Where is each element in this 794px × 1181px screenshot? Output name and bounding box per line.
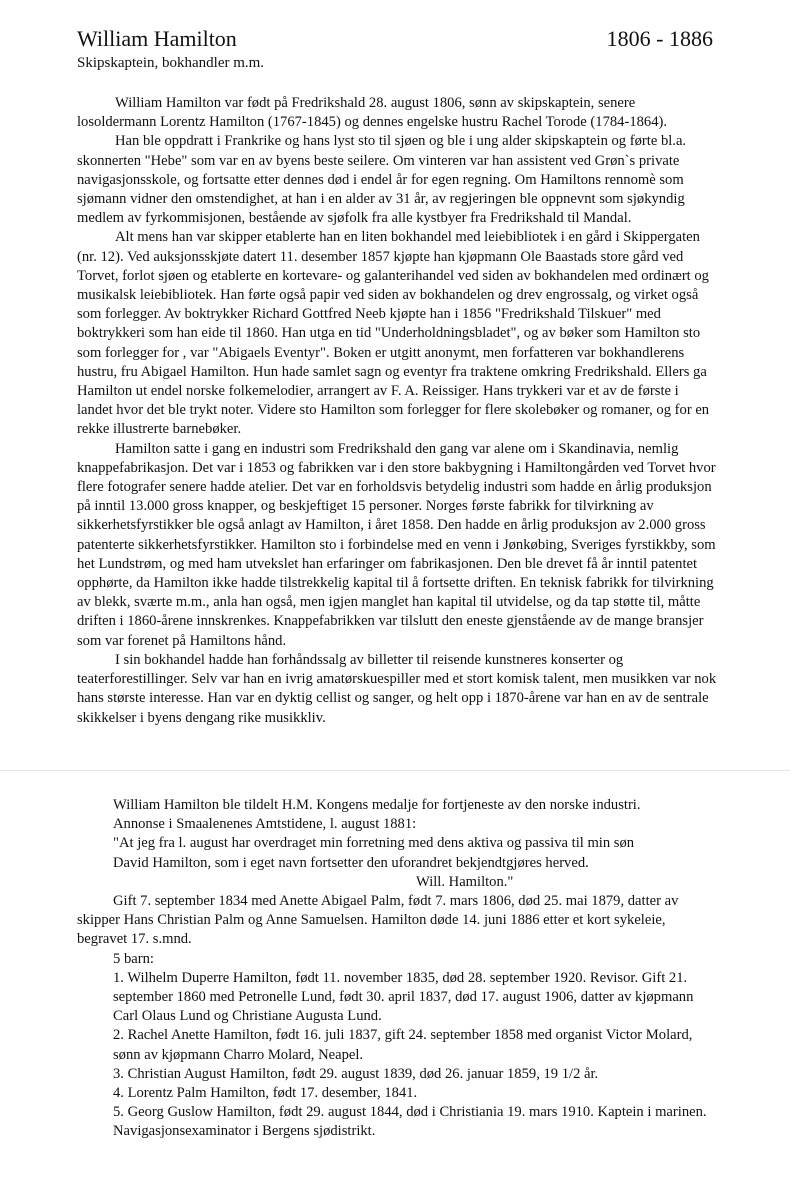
quote-line-2: David Hamilton, som i eget navn fortsetter den uforandret bekjendtgjøres herved.	[113, 854, 589, 871]
header	[77, 26, 713, 56]
medal-line: William Hamilton ble tildelt H.M. Kongens medalje for fortjeneste av den norske industri.	[113, 797, 641, 813]
quote-signature: Will. Hamilton."	[416, 873, 514, 890]
paragraph-birth: William Hamilton var født på Fredrikshald 28. august 1806, sønn av skipskaptein, senere losoldermann Lorentz Hamilton (1767-1845) og dennes engelske hustru Rachel Torode (1784-1864).	[77, 95, 668, 131]
quote-line-1: "At jeg fra l. august har overdraget min forretning med dens aktiva og passiva til min søn	[113, 835, 635, 852]
child-entry: 2. Rachel Anette Hamilton, født 16. juli 1837, gift 24. september 1858 med organist Victor Molard, sønn av kjøpmann Charro Molard, Neapel.	[113, 1027, 693, 1063]
child-entry: 3. Christian August Hamilton, født 29. august 1839, død 26. januar 1859, 19 1/2 år.	[113, 1065, 599, 1082]
paragraph-seafaring: Han ble oppdratt i Frankrike og hans lyst sto til sjøen og ble i ung alder skipskaptein og førte bl.a. skonnerten "Hebe" som var en av byens beste seilere. Om vinteren var han assistent ved Grøn`s private navigasjonsskole, og fortsatte etter dennes død i endel år for egen regning. Om Hamiltons rennomè som sjømann vidner den omstendighet, at han i en alder av 31 år, av regjeringen ble oppnevnt som sjøkyndig medlem av fyrkommisjonen, bestående av sjøfolk fra alle kystbyer fra Fredrikshald til Mandal.	[77, 133, 687, 227]
child-entry: 5. Georg Guslow Hamilton, født 29. august 1844, død i Christiania 19. mars 1910. Kaptein i marinen. Navigasjonsexaminator i Bergens sjødistrikt.	[113, 1104, 707, 1140]
person-name: William Hamilton	[77, 26, 237, 51]
biography-tail	[77, 796, 717, 1142]
paragraph-industry: Hamilton satte i gang en industri som Fredrikshald den gang var alene om i Skandinavia, nemlig knappefabrikasjon. Det var i 1853 og fabrikken var i den store bakbygning i Hamiltongården ved Torvet hvor flere fotografer senere hadde atelier. Det var en forholdsvis betydelig industri som hadde en årlig produksjon på inntil 13.000 gross knapper, og beskjeftiget 15 personer. Norges første fabrikk for tilvirkning av sikkerhetsfyrstikker ble også anlagt av Hamilton, i året 1858. Den hadde en årlig produksjon av 2.000 gross patenterte sikkerhetsfyrstikker. Hamilton sto i forbindelse med en venn i Jønkøbing, Sveriges fyrstikkby, som het Lundstrøm, og med ham utvekslet han erfaringer om fabrikasjonen. Den ble drevet få år inntil patentet opphørte, da Hamilton ikke hadde tilstrekkelig kapital til å fortsette driften. En teknisk fabrikk for tilvirkning av blekk, sværte m.m., anla han også, men igjen manglet han kapital til utvidelse, og da tap støtte til, måtte driften i 1860-årene innskrenkes. Knappefabrikken var tilslutt den eneste gjenstående av de mange bransjer som var forenet på Hamiltons hånd.	[77, 440, 716, 649]
marriage-paragraph: Gift 7. september 1834 med Anette Abigael Palm, født 7. mars 1806, død 25. mai 1879, datter av skipper Hans Christian Palm og Anne Samuelsen. Hamilton døde 14. juni 1886 etter et kort sykeleie, begravet 17. s.mnd.	[77, 893, 679, 948]
paragraph-music: I sin bokhandel hadde han forhåndssalg av billetter til reisende kunstneres konserter og teaterforestillinger. Selv var han en ivrig amatørskuespiller med et stort komisk talent, men musikken var nok hans største interesse. Han var en dyktig cellist og sanger, og helt opp i 1870-årene var han en av de sentrale skikkelser i byens dengang rike musikkliv.	[77, 651, 717, 726]
child-entry: 1. Wilhelm Duperre Hamilton, født 11. november 1835, død 28. september 1920. Revisor. Gift 21. september 1860 med Petronelle Lund, født 30. april 1837, død 17. august 1906, datter av kjøpmann Carl Olaus Lund og Christiane Augusta Lund.	[113, 969, 694, 1025]
children-count: 5 barn:	[113, 950, 154, 967]
paragraph-bookshop: Alt mens han var skipper etablerte han en liten bokhandel med leiebibliotek i en gård i Skippergaten (nr. 12). Ved auksjonsskjøte datert 11. desember 1857 kjøpte han kjøpmann Ole Baastads store gård ved Torvet, forlot sjøen og etablerte en kortevare- og galanterihandel ved siden av bokhandelen med ordinært og musikalsk leiebibliotek. Han førte også papir ved siden av bokhandelen og drev engrossalg, og virket også som forlegger. Av boktrykker Richard Gottfred Neeb kjøpte han i 1856 "Fredrikshald Tilskuer" med boktrykkeri som han eide til 1860. Han utga en tid "Underholdningsbladet", og av bøker som Hamilton sto som forlegger for , var "Abigaels Eventyr". Boken er utgitt anonymt, men forfatteren var bokhandlerens hustru, fru Abigael Hamilton. Hun hade samlet sagn og eventyr fra traktene omkring Fredrikshald. Ellers ga Hamilton ut endel norske folkemelodier, arrangert av F. A. Reissiger. Hans trykkeri var et av de første i landet hvor det ble trykt noter. Videre sto Hamilton som forlegger for flere skolebøker og romaner, og for en rekke illustrerte barnebøker.	[77, 229, 710, 438]
child-entry: 4. Lorentz Palm Hamilton, født 17. desember, 1841.	[113, 1085, 418, 1102]
life-years: 1806 - 1886	[606, 26, 713, 51]
biography-text	[77, 94, 717, 728]
announcement-intro: Annonse i Smaalenenes Amtstidene, l. august 1881:	[113, 816, 417, 833]
occupation-subtitle: Skipskaptein, bokhandler m.m.	[77, 55, 265, 71]
page-divider	[0, 770, 790, 771]
